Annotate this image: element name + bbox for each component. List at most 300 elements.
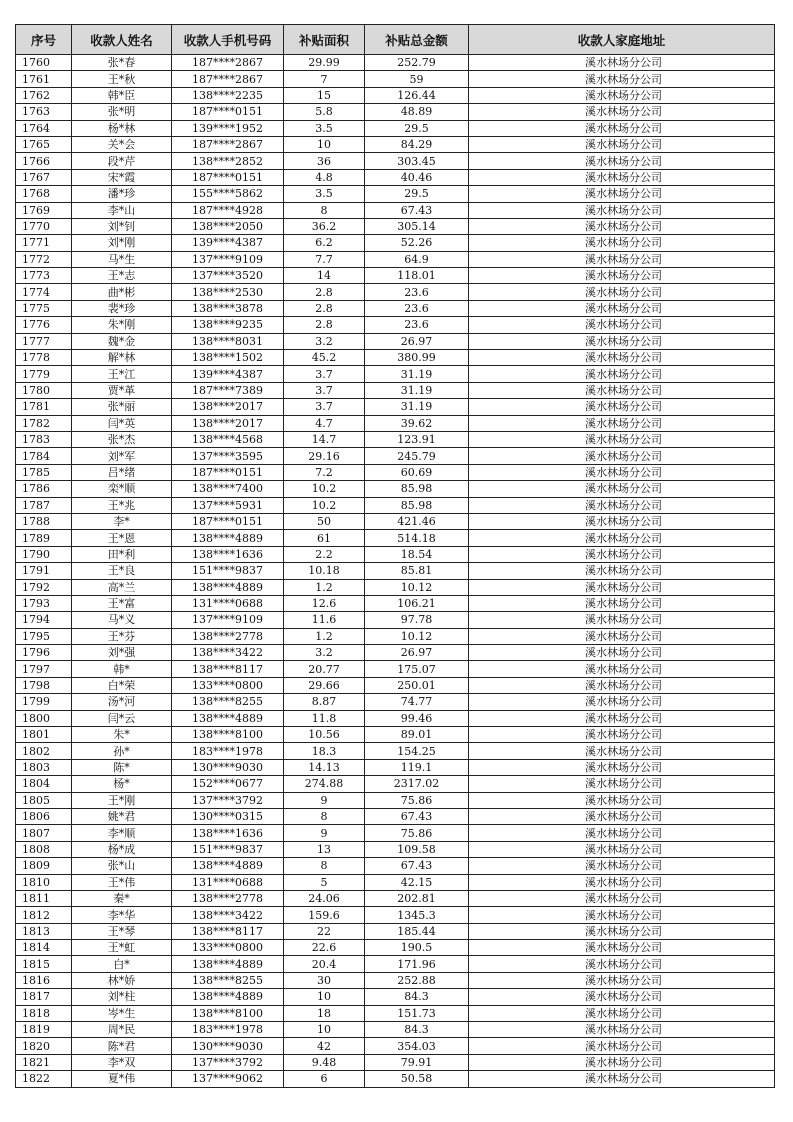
subsidy-total: 23.6 bbox=[365, 317, 469, 333]
subsidy-area: 61 bbox=[284, 530, 365, 546]
table-row bbox=[16, 1022, 775, 1038]
payee-name: 王*秋 bbox=[72, 71, 172, 87]
subsidy-area: 20.77 bbox=[284, 661, 365, 677]
row-index: 1805 bbox=[16, 792, 72, 808]
row-index: 1821 bbox=[16, 1054, 72, 1070]
subsidy-area: 1.2 bbox=[284, 579, 365, 595]
row-index: 1771 bbox=[16, 235, 72, 251]
subsidy-area: 14.7 bbox=[284, 431, 365, 447]
payee-name: 贾*革 bbox=[72, 382, 172, 398]
row-index: 1794 bbox=[16, 612, 72, 628]
payee-phone: 183****1978 bbox=[172, 743, 284, 759]
payee-address: 溪水林场分公司 bbox=[469, 169, 775, 185]
subsidy-area: 8 bbox=[284, 202, 365, 218]
payee-phone: 131****0688 bbox=[172, 874, 284, 890]
subsidy-total: 97.78 bbox=[365, 612, 469, 628]
payee-address: 溪水林场分公司 bbox=[469, 104, 775, 120]
subsidy-total: 85.98 bbox=[365, 481, 469, 497]
row-index: 1801 bbox=[16, 727, 72, 743]
header-subsidy-total: 补贴总金额 bbox=[365, 25, 469, 55]
payee-address: 溪水林场分公司 bbox=[469, 825, 775, 841]
subsidy-area: 7.7 bbox=[284, 251, 365, 267]
payee-address: 溪水林场分公司 bbox=[469, 972, 775, 988]
subsidy-area: 3.5 bbox=[284, 120, 365, 136]
payee-address: 溪水林场分公司 bbox=[469, 890, 775, 906]
table-row bbox=[16, 399, 775, 415]
table-row bbox=[16, 595, 775, 611]
subsidy-total: 421.46 bbox=[365, 513, 469, 529]
payee-name: 吕*绪 bbox=[72, 464, 172, 480]
payee-address: 溪水林场分公司 bbox=[469, 694, 775, 710]
subsidy-total: 48.89 bbox=[365, 104, 469, 120]
payee-phone: 187****0151 bbox=[172, 464, 284, 480]
payee-name: 闫*云 bbox=[72, 710, 172, 726]
payee-name: 朱*刚 bbox=[72, 317, 172, 333]
subsidy-total: 64.9 bbox=[365, 251, 469, 267]
payee-address: 溪水林场分公司 bbox=[469, 350, 775, 366]
table-row bbox=[16, 923, 775, 939]
header-payee-address: 收款人家庭地址 bbox=[469, 25, 775, 55]
table-row bbox=[16, 661, 775, 677]
table-row bbox=[16, 727, 775, 743]
subsidy-area: 12.6 bbox=[284, 595, 365, 611]
payee-address: 溪水林场分公司 bbox=[469, 923, 775, 939]
payee-name: 秦* bbox=[72, 890, 172, 906]
payee-phone: 138****1502 bbox=[172, 350, 284, 366]
subsidy-area: 2.8 bbox=[284, 317, 365, 333]
subsidy-area: 29.99 bbox=[284, 55, 365, 71]
payee-name: 孙* bbox=[72, 743, 172, 759]
subsidy-area: 6 bbox=[284, 1071, 365, 1087]
row-index: 1791 bbox=[16, 563, 72, 579]
table-row bbox=[16, 841, 775, 857]
row-index: 1815 bbox=[16, 956, 72, 972]
subsidy-total: 123.91 bbox=[365, 431, 469, 447]
subsidy-total: 60.69 bbox=[365, 464, 469, 480]
row-index: 1767 bbox=[16, 169, 72, 185]
subsidy-area: 18 bbox=[284, 1005, 365, 1021]
row-index: 1813 bbox=[16, 923, 72, 939]
payee-address: 溪水林场分公司 bbox=[469, 776, 775, 792]
subsidy-area: 8.87 bbox=[284, 694, 365, 710]
subsidy-total: 79.91 bbox=[365, 1054, 469, 1070]
payee-name: 陈*君 bbox=[72, 1038, 172, 1054]
subsidy-area: 10 bbox=[284, 989, 365, 1005]
table-row bbox=[16, 858, 775, 874]
subsidy-total: 99.46 bbox=[365, 710, 469, 726]
subsidy-total: 75.86 bbox=[365, 792, 469, 808]
payee-name: 王*恩 bbox=[72, 530, 172, 546]
payee-phone: 138****4889 bbox=[172, 956, 284, 972]
payee-name: 周*民 bbox=[72, 1022, 172, 1038]
payee-phone: 138****1636 bbox=[172, 546, 284, 562]
payee-phone: 138****3422 bbox=[172, 907, 284, 923]
payee-address: 溪水林场分公司 bbox=[469, 513, 775, 529]
payee-address: 溪水林场分公司 bbox=[469, 120, 775, 136]
table-row bbox=[16, 104, 775, 120]
row-index: 1798 bbox=[16, 677, 72, 693]
payee-phone: 139****1952 bbox=[172, 120, 284, 136]
subsidy-area: 6.2 bbox=[284, 235, 365, 251]
payee-phone: 139****4387 bbox=[172, 235, 284, 251]
subsidy-area: 14.13 bbox=[284, 759, 365, 775]
subsidy-total: 85.81 bbox=[365, 563, 469, 579]
table-row bbox=[16, 186, 775, 202]
payee-name: 刘*钊 bbox=[72, 218, 172, 234]
table-row bbox=[16, 87, 775, 103]
row-index: 1790 bbox=[16, 546, 72, 562]
payee-address: 溪水林场分公司 bbox=[469, 940, 775, 956]
payee-phone: 138****4568 bbox=[172, 431, 284, 447]
payee-name: 宋*霞 bbox=[72, 169, 172, 185]
payee-name: 闫*英 bbox=[72, 415, 172, 431]
payee-address: 溪水林场分公司 bbox=[469, 677, 775, 693]
subsidy-total: 75.86 bbox=[365, 825, 469, 841]
payee-name: 刘*柱 bbox=[72, 989, 172, 1005]
table-row bbox=[16, 874, 775, 890]
payee-name: 杨*成 bbox=[72, 841, 172, 857]
subsidy-area: 15 bbox=[284, 87, 365, 103]
payee-phone: 137****3595 bbox=[172, 448, 284, 464]
payee-address: 溪水林场分公司 bbox=[469, 808, 775, 824]
payee-address: 溪水林场分公司 bbox=[469, 563, 775, 579]
payee-address: 溪水林场分公司 bbox=[469, 218, 775, 234]
table-row bbox=[16, 350, 775, 366]
table-row bbox=[16, 1038, 775, 1054]
payee-address: 溪水林场分公司 bbox=[469, 792, 775, 808]
row-index: 1810 bbox=[16, 874, 72, 890]
subsidy-total: 154.25 bbox=[365, 743, 469, 759]
table-row bbox=[16, 579, 775, 595]
subsidy-total: 109.58 bbox=[365, 841, 469, 857]
subsidy-total: 252.79 bbox=[365, 55, 469, 71]
subsidy-area: 30 bbox=[284, 972, 365, 988]
payee-address: 溪水林场分公司 bbox=[469, 858, 775, 874]
payee-name: 王*琴 bbox=[72, 923, 172, 939]
payee-phone: 138****4889 bbox=[172, 858, 284, 874]
payee-address: 溪水林场分公司 bbox=[469, 645, 775, 661]
subsidy-area: 2.2 bbox=[284, 546, 365, 562]
table-row bbox=[16, 677, 775, 693]
subsidy-area: 45.2 bbox=[284, 350, 365, 366]
subsidy-area: 50 bbox=[284, 513, 365, 529]
subsidy-area: 3.7 bbox=[284, 366, 365, 382]
payee-name: 王*志 bbox=[72, 268, 172, 284]
payee-phone: 155****5862 bbox=[172, 186, 284, 202]
table-row bbox=[16, 218, 775, 234]
table-row bbox=[16, 1005, 775, 1021]
subsidy-total: 50.58 bbox=[365, 1071, 469, 1087]
payee-name: 夏*伟 bbox=[72, 1071, 172, 1087]
payee-phone: 138****2852 bbox=[172, 153, 284, 169]
row-index: 1775 bbox=[16, 300, 72, 316]
payee-phone: 183****1978 bbox=[172, 1022, 284, 1038]
payee-name: 汤*河 bbox=[72, 694, 172, 710]
payee-name: 杨*林 bbox=[72, 120, 172, 136]
row-index: 1764 bbox=[16, 120, 72, 136]
subsidy-total: 42.15 bbox=[365, 874, 469, 890]
payee-name: 马*义 bbox=[72, 612, 172, 628]
subsidy-area: 20.4 bbox=[284, 956, 365, 972]
payee-phone: 152****0677 bbox=[172, 776, 284, 792]
payee-name: 刘*强 bbox=[72, 645, 172, 661]
table-row bbox=[16, 612, 775, 628]
table-row bbox=[16, 300, 775, 316]
subsidy-total: 67.43 bbox=[365, 202, 469, 218]
payee-phone: 187****4928 bbox=[172, 202, 284, 218]
subsidy-table bbox=[15, 24, 775, 1088]
subsidy-total: 305.14 bbox=[365, 218, 469, 234]
payee-address: 溪水林场分公司 bbox=[469, 399, 775, 415]
subsidy-area: 11.8 bbox=[284, 710, 365, 726]
row-index: 1788 bbox=[16, 513, 72, 529]
row-index: 1804 bbox=[16, 776, 72, 792]
row-index: 1768 bbox=[16, 186, 72, 202]
subsidy-area: 5 bbox=[284, 874, 365, 890]
payee-phone: 138****9235 bbox=[172, 317, 284, 333]
row-index: 1779 bbox=[16, 366, 72, 382]
table-row bbox=[16, 169, 775, 185]
subsidy-area: 36.2 bbox=[284, 218, 365, 234]
table-row bbox=[16, 55, 775, 71]
subsidy-area: 10 bbox=[284, 136, 365, 152]
table-row bbox=[16, 759, 775, 775]
row-index: 1795 bbox=[16, 628, 72, 644]
row-index: 1765 bbox=[16, 136, 72, 152]
table-row bbox=[16, 546, 775, 562]
payee-address: 溪水林场分公司 bbox=[469, 235, 775, 251]
payee-name: 王*虹 bbox=[72, 940, 172, 956]
row-index: 1817 bbox=[16, 989, 72, 1005]
payee-name: 王*良 bbox=[72, 563, 172, 579]
subsidy-total: 23.6 bbox=[365, 300, 469, 316]
payee-name: 李*山 bbox=[72, 202, 172, 218]
payee-address: 溪水林场分公司 bbox=[469, 989, 775, 1005]
payee-phone: 187****0151 bbox=[172, 104, 284, 120]
table-row bbox=[16, 710, 775, 726]
payee-phone: 138****3422 bbox=[172, 645, 284, 661]
payee-address: 溪水林场分公司 bbox=[469, 284, 775, 300]
row-index: 1784 bbox=[16, 448, 72, 464]
row-index: 1760 bbox=[16, 55, 72, 71]
payee-address: 溪水林场分公司 bbox=[469, 71, 775, 87]
payee-name: 韩*臣 bbox=[72, 87, 172, 103]
subsidy-total: 10.12 bbox=[365, 579, 469, 595]
row-index: 1806 bbox=[16, 808, 72, 824]
header-subsidy-area: 补贴面积 bbox=[284, 25, 365, 55]
subsidy-total: 84.29 bbox=[365, 136, 469, 152]
subsidy-area: 24.06 bbox=[284, 890, 365, 906]
subsidy-total: 151.73 bbox=[365, 1005, 469, 1021]
payee-name: 解*林 bbox=[72, 350, 172, 366]
payee-phone: 137****9109 bbox=[172, 612, 284, 628]
subsidy-area: 18.3 bbox=[284, 743, 365, 759]
subsidy-total: 52.26 bbox=[365, 235, 469, 251]
subsidy-total: 252.88 bbox=[365, 972, 469, 988]
subsidy-total: 31.19 bbox=[365, 366, 469, 382]
table-row bbox=[16, 530, 775, 546]
row-index: 1781 bbox=[16, 399, 72, 415]
payee-phone: 187****0151 bbox=[172, 513, 284, 529]
subsidy-total: 31.19 bbox=[365, 399, 469, 415]
row-index: 1783 bbox=[16, 431, 72, 447]
payee-phone: 151****9837 bbox=[172, 841, 284, 857]
table-row bbox=[16, 628, 775, 644]
subsidy-total: 514.18 bbox=[365, 530, 469, 546]
subsidy-total: 2317.02 bbox=[365, 776, 469, 792]
payee-name: 王*刚 bbox=[72, 792, 172, 808]
subsidy-area: 5.8 bbox=[284, 104, 365, 120]
row-index: 1772 bbox=[16, 251, 72, 267]
payee-phone: 138****2017 bbox=[172, 415, 284, 431]
subsidy-total: 354.03 bbox=[365, 1038, 469, 1054]
subsidy-area: 3.2 bbox=[284, 333, 365, 349]
payee-address: 溪水林场分公司 bbox=[469, 55, 775, 71]
table-row bbox=[16, 513, 775, 529]
payee-name: 王*江 bbox=[72, 366, 172, 382]
subsidy-area: 10.56 bbox=[284, 727, 365, 743]
subsidy-area: 7.2 bbox=[284, 464, 365, 480]
subsidy-total: 74.77 bbox=[365, 694, 469, 710]
payee-address: 溪水林场分公司 bbox=[469, 448, 775, 464]
payee-phone: 137****9062 bbox=[172, 1071, 284, 1087]
payee-name: 陈* bbox=[72, 759, 172, 775]
subsidy-total: 29.5 bbox=[365, 120, 469, 136]
table-row bbox=[16, 415, 775, 431]
row-index: 1818 bbox=[16, 1005, 72, 1021]
table-row bbox=[16, 743, 775, 759]
row-index: 1811 bbox=[16, 890, 72, 906]
payee-name: 王*富 bbox=[72, 595, 172, 611]
row-index: 1777 bbox=[16, 333, 72, 349]
subsidy-area: 2.8 bbox=[284, 300, 365, 316]
subsidy-total: 59 bbox=[365, 71, 469, 87]
row-index: 1763 bbox=[16, 104, 72, 120]
payee-name: 刘*刚 bbox=[72, 235, 172, 251]
subsidy-area: 2.8 bbox=[284, 284, 365, 300]
table-row bbox=[16, 448, 775, 464]
payee-address: 溪水林场分公司 bbox=[469, 956, 775, 972]
payee-phone: 138****2778 bbox=[172, 628, 284, 644]
payee-address: 溪水林场分公司 bbox=[469, 251, 775, 267]
payee-phone: 139****4387 bbox=[172, 366, 284, 382]
subsidy-total: 26.97 bbox=[365, 645, 469, 661]
payee-phone: 138****4889 bbox=[172, 530, 284, 546]
payee-phone: 138****8117 bbox=[172, 923, 284, 939]
payee-address: 溪水林场分公司 bbox=[469, 382, 775, 398]
subsidy-total: 89.01 bbox=[365, 727, 469, 743]
table-row bbox=[16, 972, 775, 988]
table-row bbox=[16, 317, 775, 333]
payee-address: 溪水林场分公司 bbox=[469, 186, 775, 202]
row-index: 1799 bbox=[16, 694, 72, 710]
payee-name: 王*芬 bbox=[72, 628, 172, 644]
payee-address: 溪水林场分公司 bbox=[469, 497, 775, 513]
subsidy-area: 3.7 bbox=[284, 399, 365, 415]
payee-name: 林*娇 bbox=[72, 972, 172, 988]
row-index: 1816 bbox=[16, 972, 72, 988]
subsidy-area: 7 bbox=[284, 71, 365, 87]
subsidy-total: 40.46 bbox=[365, 169, 469, 185]
payee-name: 田*利 bbox=[72, 546, 172, 562]
payee-address: 溪水林场分公司 bbox=[469, 841, 775, 857]
table-row bbox=[16, 825, 775, 841]
subsidy-total: 39.62 bbox=[365, 415, 469, 431]
subsidy-area: 11.6 bbox=[284, 612, 365, 628]
payee-name: 李*双 bbox=[72, 1054, 172, 1070]
table-row bbox=[16, 464, 775, 480]
subsidy-total: 23.6 bbox=[365, 284, 469, 300]
payee-address: 溪水林场分公司 bbox=[469, 710, 775, 726]
payee-phone: 138****8100 bbox=[172, 1005, 284, 1021]
table-row bbox=[16, 153, 775, 169]
payee-phone: 137****3792 bbox=[172, 792, 284, 808]
payee-name: 韩* bbox=[72, 661, 172, 677]
payee-address: 溪水林场分公司 bbox=[469, 1005, 775, 1021]
subsidy-area: 22.6 bbox=[284, 940, 365, 956]
table-row bbox=[16, 284, 775, 300]
payee-phone: 137****3792 bbox=[172, 1054, 284, 1070]
payee-name: 裴*珍 bbox=[72, 300, 172, 316]
payee-address: 溪水林场分公司 bbox=[469, 1022, 775, 1038]
payee-phone: 151****9837 bbox=[172, 563, 284, 579]
payee-address: 溪水林场分公司 bbox=[469, 431, 775, 447]
payee-name: 高*兰 bbox=[72, 579, 172, 595]
subsidy-area: 29.16 bbox=[284, 448, 365, 464]
subsidy-total: 303.45 bbox=[365, 153, 469, 169]
subsidy-area: 42 bbox=[284, 1038, 365, 1054]
payee-phone: 133****0800 bbox=[172, 940, 284, 956]
payee-name: 刘*军 bbox=[72, 448, 172, 464]
table-row bbox=[16, 940, 775, 956]
subsidy-total: 126.44 bbox=[365, 87, 469, 103]
payee-address: 溪水林场分公司 bbox=[469, 202, 775, 218]
payee-address: 溪水林场分公司 bbox=[469, 661, 775, 677]
payee-phone: 138****1636 bbox=[172, 825, 284, 841]
payee-address: 溪水林场分公司 bbox=[469, 727, 775, 743]
subsidy-area: 1.2 bbox=[284, 628, 365, 644]
payee-name: 白*荣 bbox=[72, 677, 172, 693]
table-row bbox=[16, 235, 775, 251]
payee-name: 曲*彬 bbox=[72, 284, 172, 300]
table-row bbox=[16, 268, 775, 284]
payee-phone: 138****4889 bbox=[172, 579, 284, 595]
payee-address: 溪水林场分公司 bbox=[469, 874, 775, 890]
subsidy-area: 36 bbox=[284, 153, 365, 169]
row-index: 1800 bbox=[16, 710, 72, 726]
payee-address: 溪水林场分公司 bbox=[469, 464, 775, 480]
payee-phone: 138****4889 bbox=[172, 989, 284, 1005]
table-row bbox=[16, 907, 775, 923]
payee-address: 溪水林场分公司 bbox=[469, 907, 775, 923]
subsidy-area: 13 bbox=[284, 841, 365, 857]
payee-phone: 187****0151 bbox=[172, 169, 284, 185]
table-row bbox=[16, 333, 775, 349]
payee-address: 溪水林场分公司 bbox=[469, 579, 775, 595]
row-index: 1762 bbox=[16, 87, 72, 103]
payee-address: 溪水林场分公司 bbox=[469, 743, 775, 759]
table-row bbox=[16, 645, 775, 661]
subsidy-total: 1345.3 bbox=[365, 907, 469, 923]
subsidy-area: 4.7 bbox=[284, 415, 365, 431]
payee-address: 溪水林场分公司 bbox=[469, 1071, 775, 1087]
subsidy-total: 18.54 bbox=[365, 546, 469, 562]
header-payee-phone: 收款人手机号码 bbox=[172, 25, 284, 55]
payee-phone: 138****8117 bbox=[172, 661, 284, 677]
subsidy-total: 85.98 bbox=[365, 497, 469, 513]
payee-phone: 187****2867 bbox=[172, 71, 284, 87]
row-index: 1808 bbox=[16, 841, 72, 857]
